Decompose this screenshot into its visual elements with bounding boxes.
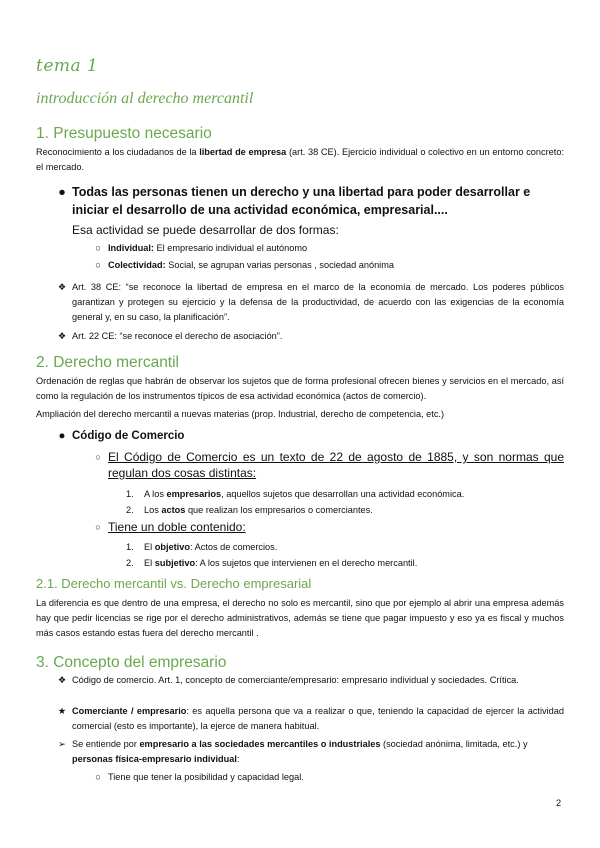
s3-item-2-text: [72, 704, 564, 734]
hollow-circle-bullet-icon: ○: [95, 243, 101, 253]
s2-p2: Ampliación del derecho mercantil a nuevas materias (prop. Industrial, derecho de competencia, etc.): [36, 409, 445, 419]
s2-regulates-2-bold: actos: [161, 505, 186, 515]
s3-item-2-rest: : es aquella persona que va a realizar o que, teniendo la capacidad de ejercer la actividad comercial (esto es importante), la ejerce de manera habitual.: [72, 706, 564, 731]
s1-way-2-desc: Social, se agrupan varias personas , sociedad anónima: [165, 260, 394, 270]
section-3-heading: 3. Concepto del empresario: [36, 654, 227, 671]
hollow-circle-bullet-icon: ○: [95, 772, 101, 782]
hollow-circle-bullet-icon: ○: [95, 522, 101, 532]
page-subtitle: introducción al derecho mercantil: [36, 90, 254, 107]
section-2-1-heading: 2.1. Derecho mercantil vs. Derecho empresarial: [36, 576, 312, 591]
s2-double-1-num: 1.: [126, 542, 134, 552]
s1-way-1-label: Individual:: [108, 243, 154, 253]
section-1-heading: 1. Presupuesto necesario: [36, 125, 212, 142]
s1-art22-text: Art. 22 CE: “se reconoce el derecho de asociación”.: [72, 331, 283, 341]
s1-intro-bold: libertad de empresa: [199, 147, 287, 157]
s3-item-3: [52, 737, 564, 767]
s2-regulates-2: [126, 503, 373, 518]
s1-way-1-text: [108, 241, 307, 256]
s2-regulates-1: [126, 487, 464, 502]
s2-double-2-num: 2.: [126, 558, 134, 568]
s1-way-2-label: Colectividad:: [108, 260, 166, 270]
s3-item-3-b2: personas física-empresario individual: [72, 754, 237, 764]
s3-item-3-sub: [88, 770, 304, 785]
s2-regulates-1-bold: empresarios: [166, 489, 222, 499]
s3-item-3-sub-text: Tiene que tener la posibilidad y capacidad legal.: [108, 772, 304, 782]
s2-double-title-text: Tiene un doble contenido:: [108, 520, 246, 534]
page-number: 2: [556, 798, 562, 808]
s2-double-title: [88, 519, 246, 535]
s1-intro: [36, 145, 564, 175]
s1-art38: [52, 280, 564, 325]
s2-double-1-post: : Actos de comercios.: [189, 542, 278, 552]
arrowhead-bullet-icon: ➢: [58, 739, 66, 749]
s1-way-2-text: [108, 258, 394, 273]
s1-intro-b: (art. 38 CE). Ejercicio individual o colectivo en un entorno concreto: el mercado.: [36, 147, 564, 172]
s1-way-1-desc: El empresario individual el autónomo: [153, 243, 308, 253]
s2-code-title: [52, 430, 184, 442]
s2-double-2-text: [144, 556, 417, 571]
s3-item-2-bold: Comerciante / empresario: [72, 706, 187, 716]
s2-regulates-1-text: [144, 487, 464, 502]
s2-double-2-post: : A los sujetos que intervienen en el derecho mercantil.: [195, 558, 418, 568]
s1-bold-bullet-text: Todas las personas tienen un derecho y una libertad para poder desarrollar e iniciar el desarrollo de una actividad económica, empresarial....: [72, 185, 531, 217]
s3-item-3-text: [72, 737, 564, 767]
section-2-heading: 2. Derecho mercantil: [36, 354, 180, 371]
hollow-circle-bullet-icon: ○: [95, 452, 101, 462]
s2-code-desc-text: El Código de Comercio es un texto de 22 de agosto de 1885, y son normas que regulan dos cosas distintas:: [108, 450, 564, 480]
filled-circle-bullet-icon: ●: [58, 430, 66, 442]
s2-regulates-2-pre: Los: [144, 505, 162, 515]
s2-p1: Ordenación de reglas que habrán de observar los sujetos que de forma profesional ofrecen bienes y servicios en el mercado, así como la regulación de los instrumentos típicos de esa actividad económica (actos de comercio).: [36, 376, 564, 401]
s2-regulates-2-text: [144, 503, 373, 518]
s2-double-2-bold: subjetivo: [154, 558, 196, 568]
s3-item-3-d: :: [236, 754, 240, 764]
s3-item-3-c: (sociedad anónima, limitada, etc.) y: [380, 739, 528, 749]
s3-item-2: [52, 704, 564, 734]
tema-title: tema 1: [36, 56, 99, 76]
s1-intro-a: Reconocimiento a los ciudadanos de la: [36, 147, 200, 157]
s3-item-1-text: Código de comercio. Art. 1, concepto de comerciante/empresario: empresario individual y sociedades. Crítica.: [72, 675, 519, 685]
s21-p: La diferencia es que dentro de una empresa, el derecho no solo es mercantil, sino que por ejemplo al abrir una empresa además hay que pedir licencias se rige por el derecho administrativos, además se tiene que pagar impuesto y eso ya es fiscal y muchos más casos estando estas fuera del derecho mercantil .: [36, 598, 564, 638]
s2-regulates-1-num: 1.: [126, 489, 134, 499]
filled-circle-bullet-icon: ●: [58, 185, 66, 199]
s2-double-1-bold: objetivo: [154, 542, 190, 552]
s2-double-2-pre: El: [144, 558, 155, 568]
s3-item-1: [52, 673, 564, 688]
s2-code-title-text: Código de Comercio: [72, 430, 185, 442]
s2-regulates-2-post: que realizan los empresarios o comerciantes.: [185, 505, 373, 515]
s1-ways-title: Esa actividad se puede desarrollar de dos formas:: [72, 223, 339, 237]
star-bullet-icon: ★: [57, 706, 67, 716]
s2-regulates-1-post: , aquellos sujetos que desarrollan una actividad económica.: [221, 489, 465, 499]
s3-item-3-a: Se entiende por: [72, 739, 140, 749]
s2-double-2: [126, 556, 417, 571]
s2-regulates-2-num: 2.: [126, 505, 134, 515]
hollow-circle-bullet-icon: ○: [95, 260, 101, 270]
s2-double-1: [126, 540, 277, 555]
s2-code-desc: [88, 449, 564, 481]
s1-art22: [52, 329, 564, 344]
s1-way-2: [88, 258, 394, 273]
s3-item-3-b1: empresario a las sociedades mercantiles o industriales: [139, 739, 381, 749]
s2-double-1-text: [144, 540, 277, 555]
s1-way-1: [88, 241, 307, 256]
diamond-bullet-icon: ❖: [57, 282, 67, 292]
s2-regulates-1-pre: A los: [144, 489, 167, 499]
diamond-bullet-icon: ❖: [57, 675, 67, 685]
s1-art38-text: Art. 38 CE: “se reconoce la libertad de empresa en el marco de la economía de mercado. Los poderes públicos garantizan y protegen su ejercicio y la defensa de la productividad, de acuerdo con las exigencias de la economía general y, en su caso, la planificación”.: [72, 282, 564, 322]
diamond-bullet-icon: ❖: [57, 331, 67, 341]
s2-double-1-pre: El: [144, 542, 155, 552]
s1-bold-bullet: [52, 183, 564, 219]
